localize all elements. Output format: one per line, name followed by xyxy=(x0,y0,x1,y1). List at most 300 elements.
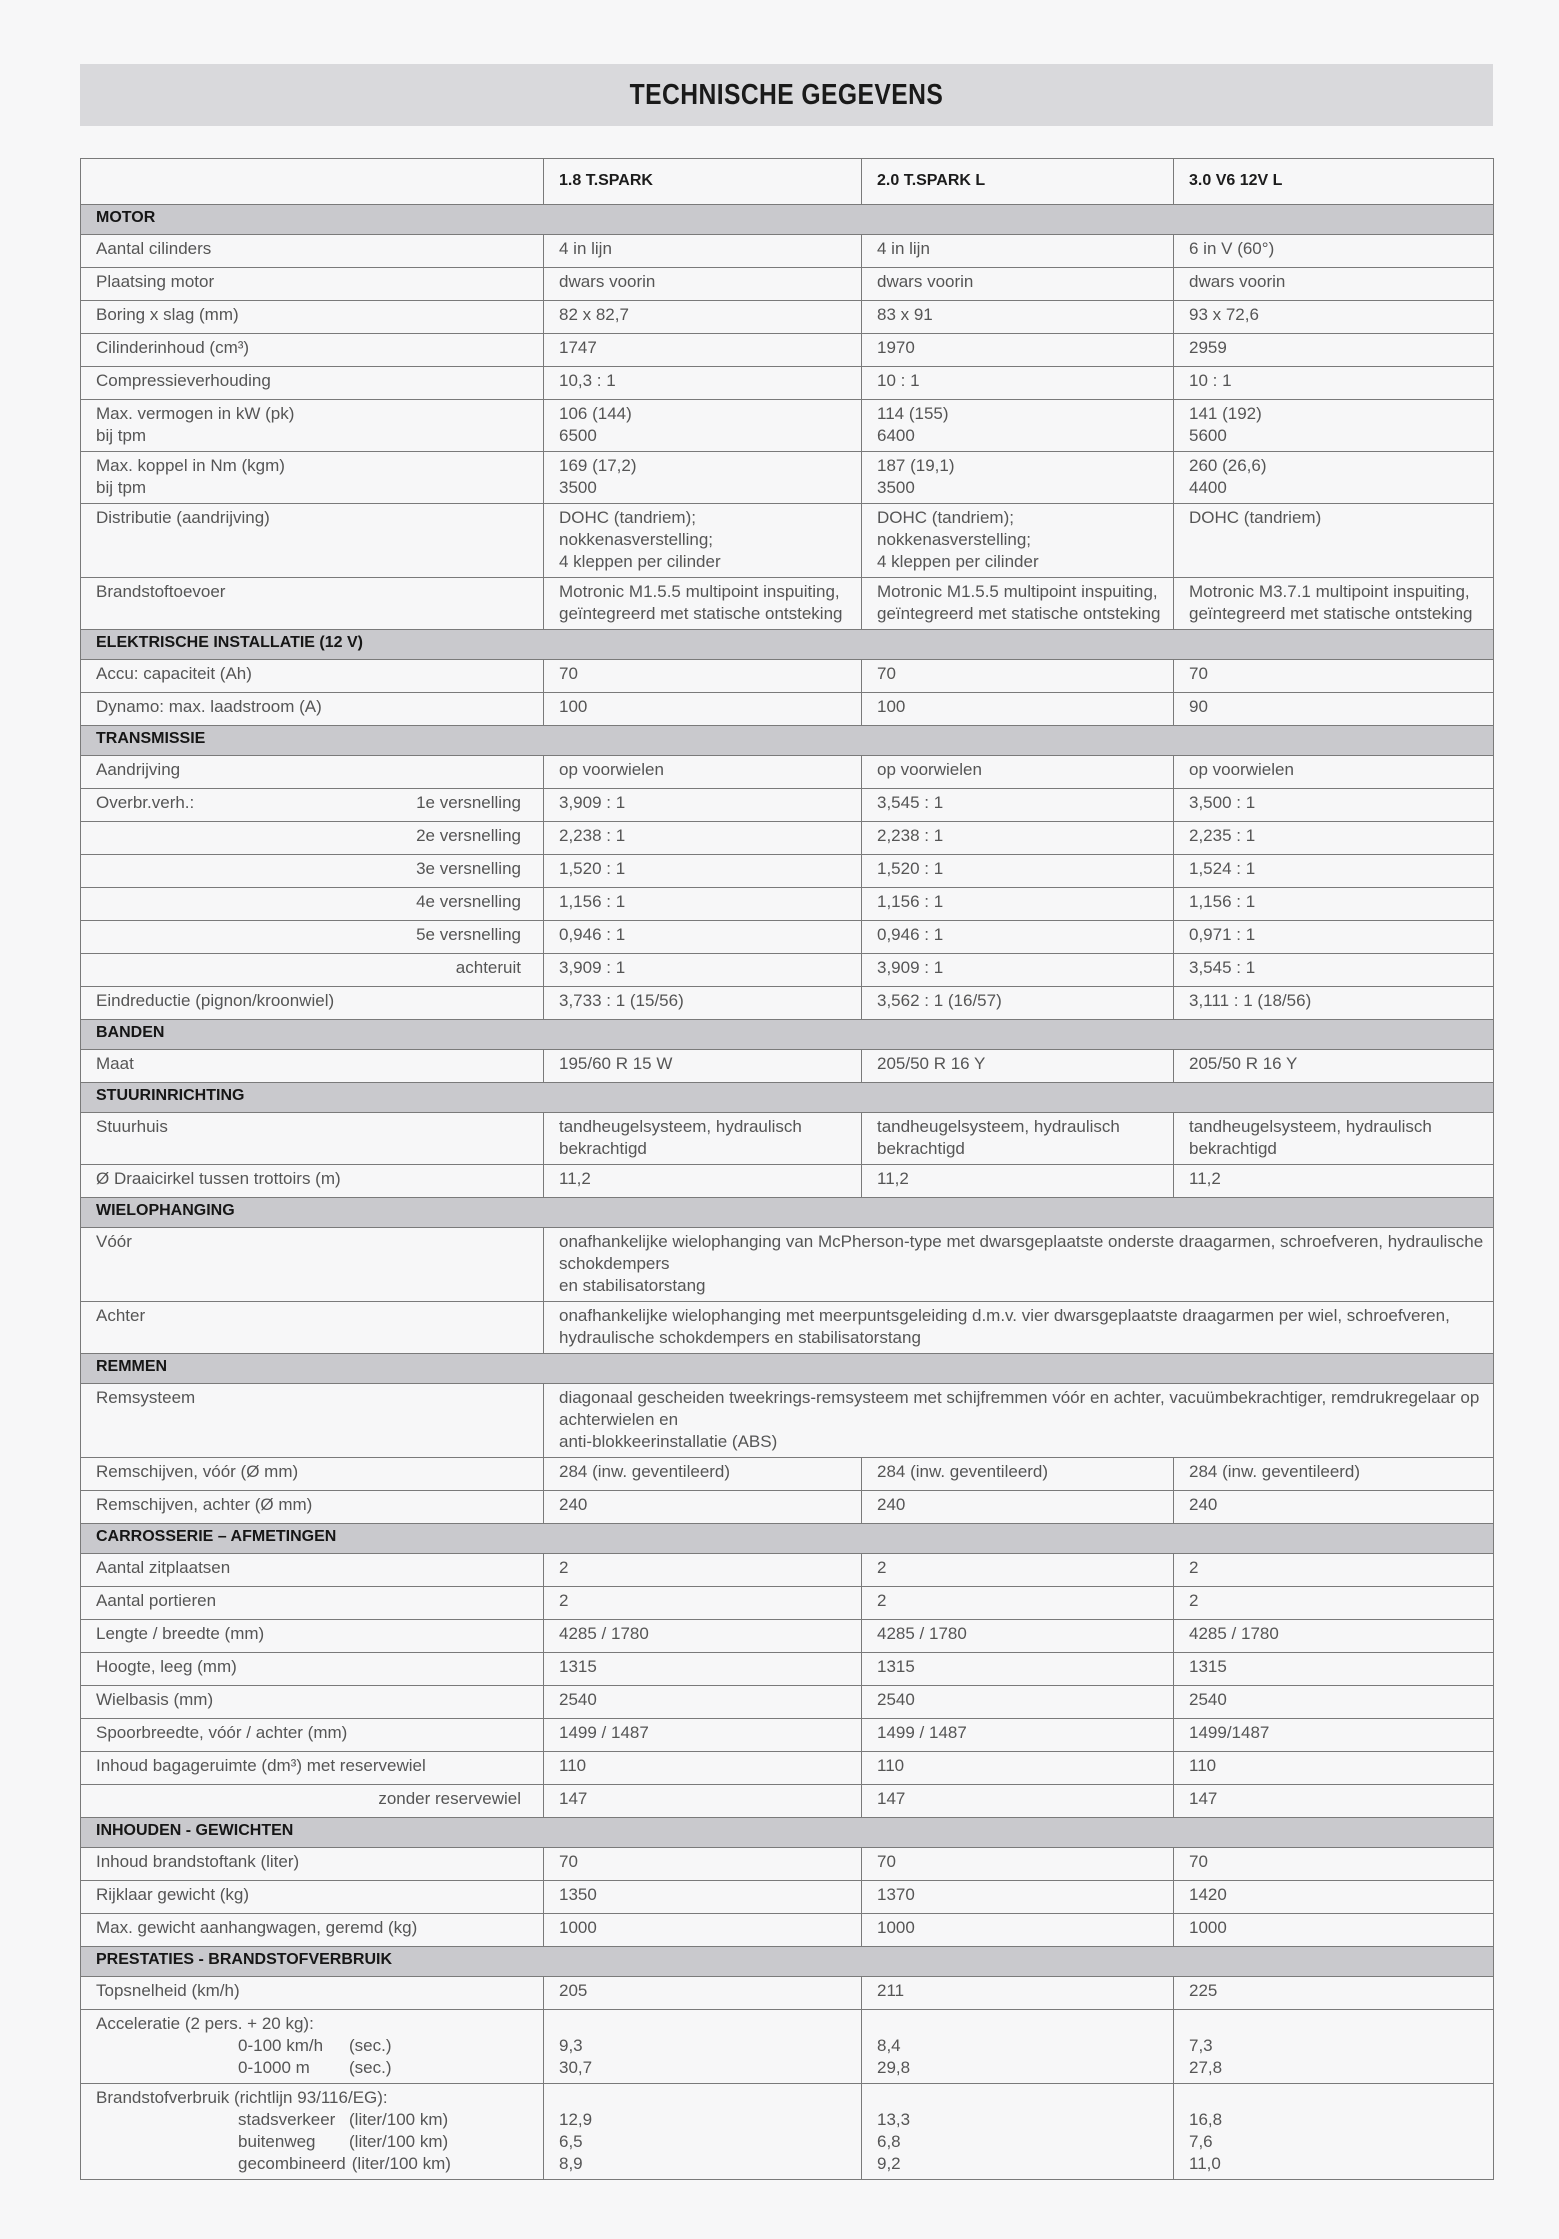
row-label-cell xyxy=(81,1686,544,1719)
value-line: 205/50 R 16 Y xyxy=(1189,1054,1298,1073)
row-value-cell xyxy=(862,504,1174,578)
value-line: nokkenasverstelling; xyxy=(559,530,714,549)
value-line: 1,520 : 1 xyxy=(559,859,626,878)
row-label-cell xyxy=(81,504,544,578)
table-row xyxy=(81,1165,1494,1198)
row-value-cell xyxy=(862,1719,1174,1752)
row-value-cell xyxy=(862,301,1174,334)
section-header-row xyxy=(81,1083,1494,1113)
value-line: 2,238 : 1 xyxy=(877,826,944,845)
value-line: 187 (19,1) xyxy=(877,456,955,475)
row-value-cell xyxy=(862,268,1174,301)
value-line: 7,6 xyxy=(1189,2132,1213,2151)
row-label-cell xyxy=(81,921,544,954)
value-line: 30,7 xyxy=(559,2058,593,2077)
header-cell-model: 3.0 V6 12V L xyxy=(1174,159,1494,205)
table-row xyxy=(81,1881,1494,1914)
value-line: geïntegreerd met statische ontsteking xyxy=(877,604,1161,623)
row-label: Maat xyxy=(96,1054,134,1073)
table-row xyxy=(81,452,1494,504)
section-title: PRESTATIES - BRANDSTOFVERBRUIK xyxy=(81,1947,1494,1977)
row-value-cell xyxy=(862,1785,1174,1818)
row-value-cell xyxy=(1174,921,1494,954)
row-label-cell xyxy=(81,1165,544,1198)
row-label-cell xyxy=(81,693,544,726)
value-line: 3500 xyxy=(559,478,597,497)
row-value-cell xyxy=(1174,987,1494,1020)
value-line: 1315 xyxy=(1189,1657,1227,1676)
value-line: 11,2 xyxy=(877,1169,909,1188)
subline-text: 0-100 km/h xyxy=(238,2036,324,2055)
subline-unit: (sec.) xyxy=(349,2036,392,2055)
table-row xyxy=(81,987,1494,1020)
value-line: 1000 xyxy=(559,1918,597,1937)
row-label: Inhoud brandstoftank (liter) xyxy=(96,1852,300,1871)
value-line: 225 xyxy=(1189,1981,1218,2000)
row-value-cell xyxy=(544,822,862,855)
row-label: Remschijven, achter (Ø mm) xyxy=(96,1495,313,1514)
row-value-cell xyxy=(862,1914,1174,1947)
header-cell-blank xyxy=(81,159,544,205)
value-line: 3500 xyxy=(877,478,915,497)
value-line: 10 : 1 xyxy=(877,371,920,390)
value-line: 2 xyxy=(1189,1558,1199,1577)
row-label: Cilinderinhoud (cm³) xyxy=(96,338,250,357)
value-line: 205 xyxy=(559,1981,588,2000)
row-value-cell xyxy=(862,1752,1174,1785)
row-value-cell xyxy=(544,235,862,268)
row-label-cell xyxy=(81,334,544,367)
row-value-cell xyxy=(1174,1113,1494,1165)
row-subline xyxy=(96,2057,534,2079)
subline-text: buitenweg xyxy=(238,2132,316,2151)
value-line xyxy=(559,2087,852,2109)
row-label-cell xyxy=(81,301,544,334)
row-label-cell xyxy=(81,1491,544,1524)
table-row xyxy=(81,1977,1494,2010)
value-line: 3,909 : 1 xyxy=(559,793,626,812)
table-row xyxy=(81,1752,1494,1785)
row-value-cell xyxy=(862,1620,1174,1653)
section-title: INHOUDEN - GEWICHTEN xyxy=(81,1818,1494,1848)
row-label-cell xyxy=(81,1554,544,1587)
row-label: Dynamo: max. laadstroom (A) xyxy=(96,697,322,716)
row-value-cell xyxy=(544,268,862,301)
value-line: 4 kleppen per cilinder xyxy=(559,552,721,571)
row-value-cell xyxy=(1174,693,1494,726)
value-line: 10,3 : 1 xyxy=(559,371,616,390)
value-line: 6,5 xyxy=(559,2132,583,2151)
row-value-cell xyxy=(544,504,862,578)
value-line: 106 (144) xyxy=(559,404,632,423)
value-line: geïntegreerd met statische ontsteking xyxy=(1189,604,1473,623)
section-header-row xyxy=(81,205,1494,235)
row-value-cell xyxy=(862,1458,1174,1491)
header-cell-model: 1.8 T.SPARK xyxy=(544,159,862,205)
section-header-row xyxy=(81,1354,1494,1384)
row-value-cell xyxy=(1174,1977,1494,2010)
row-label-cell xyxy=(81,268,544,301)
row-value-cell xyxy=(862,987,1174,1020)
title-bar xyxy=(80,64,1493,126)
table-row xyxy=(81,1653,1494,1686)
value-line: 2,235 : 1 xyxy=(1189,826,1256,845)
row-value-cell xyxy=(544,1914,862,1947)
subline-text: stadsverkeer xyxy=(238,2110,336,2129)
row-label-cell xyxy=(81,1785,544,1818)
row-label-cell xyxy=(81,1458,544,1491)
row-label: Lengte / breedte (mm) xyxy=(96,1624,265,1643)
value-line: 240 xyxy=(559,1495,588,1514)
value-line: 70 xyxy=(1189,664,1208,683)
table-row xyxy=(81,1228,1494,1302)
row-value-cell xyxy=(862,1491,1174,1524)
value-line: 1000 xyxy=(877,1918,915,1937)
row-value-cell xyxy=(544,888,862,921)
value-line: 1970 xyxy=(877,338,915,357)
value-line: 1,520 : 1 xyxy=(877,859,944,878)
value-line xyxy=(877,2013,1164,2035)
row-label: Ø Draaicirkel tussen trottoirs (m) xyxy=(96,1169,341,1188)
value-line: Motronic M1.5.5 multipoint inspuiting, xyxy=(559,582,840,601)
value-line: 1315 xyxy=(877,1657,915,1676)
row-label-cell xyxy=(81,1302,544,1354)
row-label-cell xyxy=(81,1113,544,1165)
row-value-cell xyxy=(862,367,1174,400)
subline-unit: (liter/100 km) xyxy=(349,2110,449,2129)
row-value-cell xyxy=(1174,452,1494,504)
table-row xyxy=(81,367,1494,400)
table-row xyxy=(81,1914,1494,1947)
row-value-cell xyxy=(1174,578,1494,630)
row-value-cell xyxy=(1174,2010,1494,2084)
value-line: 5600 xyxy=(1189,426,1227,445)
row-subline xyxy=(96,2109,534,2131)
row-label: bij tpm xyxy=(96,426,147,445)
row-value-cell xyxy=(1174,1848,1494,1881)
row-value-cell xyxy=(544,660,862,693)
table-row xyxy=(81,1384,1494,1458)
section-header-row xyxy=(81,1198,1494,1228)
row-value-cell xyxy=(544,1881,862,1914)
value-line: 4285 / 1780 xyxy=(559,1624,649,1643)
row-label: Acceleratie (2 pers. + 20 kg): xyxy=(96,2014,314,2033)
row-label: Accu: capaciteit (Ah) xyxy=(96,664,252,683)
row-value-cell xyxy=(862,1653,1174,1686)
section-header-row xyxy=(81,630,1494,660)
table-row xyxy=(81,693,1494,726)
subline-unit: (sec.) xyxy=(349,2058,392,2077)
value-line: onafhankelijke wielophanging van McPherson-type met dwarsgeplaatste onderste draagarmen, schroefveren, hydraulische schokdempers xyxy=(559,1232,1484,1273)
page-title: TECHNISCHE GEGEVENS xyxy=(629,78,944,111)
value-line: 1499 / 1487 xyxy=(559,1723,649,1742)
value-line: 3,545 : 1 xyxy=(877,793,944,812)
row-label: Max. gewicht aanhangwagen, geremd (kg) xyxy=(96,1918,418,1937)
row-value-cell xyxy=(1174,1165,1494,1198)
row-value-cell xyxy=(1174,954,1494,987)
row-value-cell xyxy=(1174,822,1494,855)
value-line: 100 xyxy=(877,697,906,716)
row-label-cell xyxy=(81,1653,544,1686)
subline-unit: (liter/100 km) xyxy=(349,2132,449,2151)
row-value-cell xyxy=(1174,268,1494,301)
value-line: 6,8 xyxy=(877,2132,901,2151)
row-label: Plaatsing motor xyxy=(96,272,215,291)
row-value-cell xyxy=(544,1686,862,1719)
row-label-cell xyxy=(81,756,544,789)
row-label: Aantal cilinders xyxy=(96,239,212,258)
section-title: TRANSMISSIE xyxy=(81,726,1494,756)
row-value-cell xyxy=(862,756,1174,789)
row-label-cell xyxy=(81,1620,544,1653)
row-value-cell xyxy=(544,1719,862,1752)
row-value-cell xyxy=(862,452,1174,504)
row-value-cell xyxy=(1174,2084,1494,2180)
value-line: hydraulische schokdempers en stabilisatorstang xyxy=(559,1328,921,1347)
row-label: Distributie (aandrijving) xyxy=(96,508,270,527)
value-line: 9,3 xyxy=(559,2036,583,2055)
row-value-cell xyxy=(544,693,862,726)
row-value-cell xyxy=(544,921,862,954)
value-line: 2 xyxy=(877,1558,887,1577)
value-line: DOHC (tandriem); xyxy=(559,508,696,527)
value-line: 205/50 R 16 Y xyxy=(877,1054,986,1073)
value-line: 1499/1487 xyxy=(1189,1723,1270,1742)
row-value-cell xyxy=(544,1977,862,2010)
section-title: BANDEN xyxy=(81,1020,1494,1050)
value-line: 3,562 : 1 (16/57) xyxy=(877,991,1002,1010)
value-line: dwars voorin xyxy=(1189,272,1286,291)
row-label: Rijklaar gewicht (kg) xyxy=(96,1885,250,1904)
row-label-cell xyxy=(81,954,544,987)
row-sublabel: 1e versnelling xyxy=(416,793,521,812)
value-line: 147 xyxy=(1189,1789,1218,1808)
row-label-cell xyxy=(81,400,544,452)
row-value-cell xyxy=(1174,1491,1494,1524)
value-line: 3,909 : 1 xyxy=(559,958,626,977)
section-header-row xyxy=(81,1818,1494,1848)
value-line: DOHC (tandriem); xyxy=(877,508,1014,527)
row-value-cell xyxy=(1174,1785,1494,1818)
value-line: anti-blokkeerinstallatie (ABS) xyxy=(559,1432,778,1451)
value-line: 110 xyxy=(877,1756,905,1775)
table-row xyxy=(81,1050,1494,1083)
row-label: Eindreductie (pignon/kroonwiel) xyxy=(96,991,335,1010)
row-value-cell xyxy=(862,921,1174,954)
row-value-cell xyxy=(544,1752,862,1785)
table-row xyxy=(81,1587,1494,1620)
value-line: 6 in V (60°) xyxy=(1189,239,1275,258)
value-line: op voorwielen xyxy=(1189,760,1294,779)
value-line: 70 xyxy=(559,1852,578,1871)
table-row xyxy=(81,921,1494,954)
value-line: 1499 / 1487 xyxy=(877,1723,967,1742)
row-value-cell xyxy=(862,1686,1174,1719)
row-value-cell xyxy=(544,334,862,367)
row-value-span xyxy=(544,1302,1494,1354)
row-value-cell xyxy=(1174,1914,1494,1947)
row-value-cell xyxy=(1174,1458,1494,1491)
row-value-cell xyxy=(862,888,1174,921)
row-label-cell xyxy=(81,822,544,855)
row-value-cell xyxy=(862,2084,1174,2180)
row-label-cell xyxy=(81,452,544,504)
value-line: 1,524 : 1 xyxy=(1189,859,1256,878)
row-value-cell xyxy=(1174,301,1494,334)
table-row xyxy=(81,2010,1494,2084)
value-line: 3,909 : 1 xyxy=(877,958,944,977)
value-line: 70 xyxy=(877,1852,896,1871)
row-label-cell xyxy=(81,660,544,693)
row-value-cell xyxy=(544,578,862,630)
table-row xyxy=(81,400,1494,452)
row-sublabel: 5e versnelling xyxy=(416,925,521,944)
row-label-cell xyxy=(81,1914,544,1947)
table-row xyxy=(81,855,1494,888)
row-value-cell xyxy=(862,400,1174,452)
row-value-cell xyxy=(1174,1554,1494,1587)
row-value-cell xyxy=(862,693,1174,726)
row-label-cell xyxy=(81,1587,544,1620)
row-value-cell xyxy=(1174,400,1494,452)
row-label: Hoogte, leeg (mm) xyxy=(96,1657,237,1676)
value-line: 1,156 : 1 xyxy=(559,892,626,911)
table-row xyxy=(81,578,1494,630)
row-value-cell xyxy=(1174,504,1494,578)
value-line: 83 x 91 xyxy=(877,305,933,324)
row-value-cell xyxy=(544,400,862,452)
value-line: 2540 xyxy=(559,1690,597,1709)
value-line: 4285 / 1780 xyxy=(1189,1624,1279,1643)
row-value-cell xyxy=(544,855,862,888)
value-line: 12,9 xyxy=(559,2110,593,2129)
row-label: bij tpm xyxy=(96,478,147,497)
row-value-cell xyxy=(544,1848,862,1881)
row-value-cell xyxy=(544,1050,862,1083)
value-line: 1000 xyxy=(1189,1918,1227,1937)
value-line: 1,156 : 1 xyxy=(1189,892,1256,911)
row-value-span xyxy=(544,1228,1494,1302)
row-value-cell xyxy=(862,1587,1174,1620)
row-sublabel: 2e versnelling xyxy=(416,826,521,845)
section-header-row xyxy=(81,1524,1494,1554)
row-value-cell xyxy=(1174,756,1494,789)
row-value-cell xyxy=(862,1554,1174,1587)
value-line: 8,4 xyxy=(877,2036,901,2055)
subline-text: 0-1000 m xyxy=(238,2058,310,2077)
value-line: 4 in lijn xyxy=(559,239,612,258)
value-line: op voorwielen xyxy=(559,760,664,779)
row-label-cell xyxy=(81,235,544,268)
value-line: 2540 xyxy=(1189,1690,1227,1709)
table-row xyxy=(81,1848,1494,1881)
section-title: ELEKTRISCHE INSTALLATIE (12 V) xyxy=(81,630,1494,660)
row-label-cell xyxy=(81,1881,544,1914)
row-sublabel: 4e versnelling xyxy=(416,892,521,911)
value-line: 0,971 : 1 xyxy=(1189,925,1256,944)
row-label: Achter xyxy=(96,1306,146,1325)
value-line: 147 xyxy=(877,1789,906,1808)
row-value-cell xyxy=(544,1587,862,1620)
row-label-cell xyxy=(81,789,544,822)
value-line: 11,2 xyxy=(559,1169,591,1188)
table-row xyxy=(81,1458,1494,1491)
row-value-cell xyxy=(862,578,1174,630)
row-label: Brandstoftoevoer xyxy=(96,582,226,601)
row-value-cell xyxy=(862,235,1174,268)
row-label: Wielbasis (mm) xyxy=(96,1690,214,1709)
value-line: 284 (inw. geventileerd) xyxy=(1189,1462,1361,1481)
row-label-cell xyxy=(81,987,544,1020)
row-value-cell xyxy=(1174,235,1494,268)
value-line: 284 (inw. geventileerd) xyxy=(559,1462,731,1481)
value-line: 1315 xyxy=(559,1657,597,1676)
row-label: Aantal zitplaatsen xyxy=(96,1558,231,1577)
table-row xyxy=(81,1785,1494,1818)
value-line: geïntegreerd met statische ontsteking xyxy=(559,604,843,623)
value-line: 93 x 72,6 xyxy=(1189,305,1259,324)
row-value-cell xyxy=(862,2010,1174,2084)
row-label-cell xyxy=(81,1848,544,1881)
value-line xyxy=(1189,2013,1484,2035)
row-label: Boring x slag (mm) xyxy=(96,305,239,324)
value-line: 4285 / 1780 xyxy=(877,1624,967,1643)
value-line: 110 xyxy=(1189,1756,1217,1775)
row-label: Remschijven, vóór (Ø mm) xyxy=(96,1462,299,1481)
value-line: Motronic M1.5.5 multipoint inspuiting, xyxy=(877,582,1158,601)
value-line: tandheugelsysteem, hydraulisch bekrachtigd xyxy=(1189,1117,1432,1158)
row-value-cell xyxy=(544,1554,862,1587)
table-row xyxy=(81,1491,1494,1524)
value-line: 3,500 : 1 xyxy=(1189,793,1256,812)
value-line: 70 xyxy=(1189,1852,1208,1871)
table-row xyxy=(81,334,1494,367)
table-header-row xyxy=(81,159,1494,205)
subline-text: gecombineerd xyxy=(238,2154,346,2173)
row-value-cell xyxy=(862,1050,1174,1083)
row-label: Overbr.verh.: xyxy=(96,793,195,812)
section-title: STUURINRICHTING xyxy=(81,1083,1494,1113)
row-label: Compressieverhouding xyxy=(96,371,271,390)
value-line: tandheugelsysteem, hydraulisch bekrachtigd xyxy=(559,1117,802,1158)
row-value-cell xyxy=(862,660,1174,693)
value-line: 1420 xyxy=(1189,1885,1227,1904)
row-value-cell xyxy=(544,2084,862,2180)
row-value-cell xyxy=(1174,855,1494,888)
row-label: Remsysteem xyxy=(96,1388,196,1407)
row-label-cell xyxy=(81,1228,544,1302)
value-line: op voorwielen xyxy=(877,760,982,779)
value-line: en stabilisatorstang xyxy=(559,1276,706,1295)
value-line: 7,3 xyxy=(1189,2036,1213,2055)
row-label-cell xyxy=(81,367,544,400)
row-label-cell xyxy=(81,1384,544,1458)
value-line: 70 xyxy=(559,664,578,683)
row-label: Max. vermogen in kW (pk) xyxy=(96,404,295,423)
table-row xyxy=(81,301,1494,334)
row-value-cell xyxy=(1174,334,1494,367)
row-value-cell xyxy=(544,367,862,400)
row-value-cell xyxy=(862,855,1174,888)
table-row xyxy=(81,888,1494,921)
value-line: 195/60 R 15 W xyxy=(559,1054,673,1073)
row-value-cell xyxy=(1174,1050,1494,1083)
row-label: Aantal portieren xyxy=(96,1591,217,1610)
row-value-cell xyxy=(1174,1719,1494,1752)
row-subline xyxy=(96,2153,534,2175)
row-label-cell xyxy=(81,1752,544,1785)
value-line: 1350 xyxy=(559,1885,597,1904)
